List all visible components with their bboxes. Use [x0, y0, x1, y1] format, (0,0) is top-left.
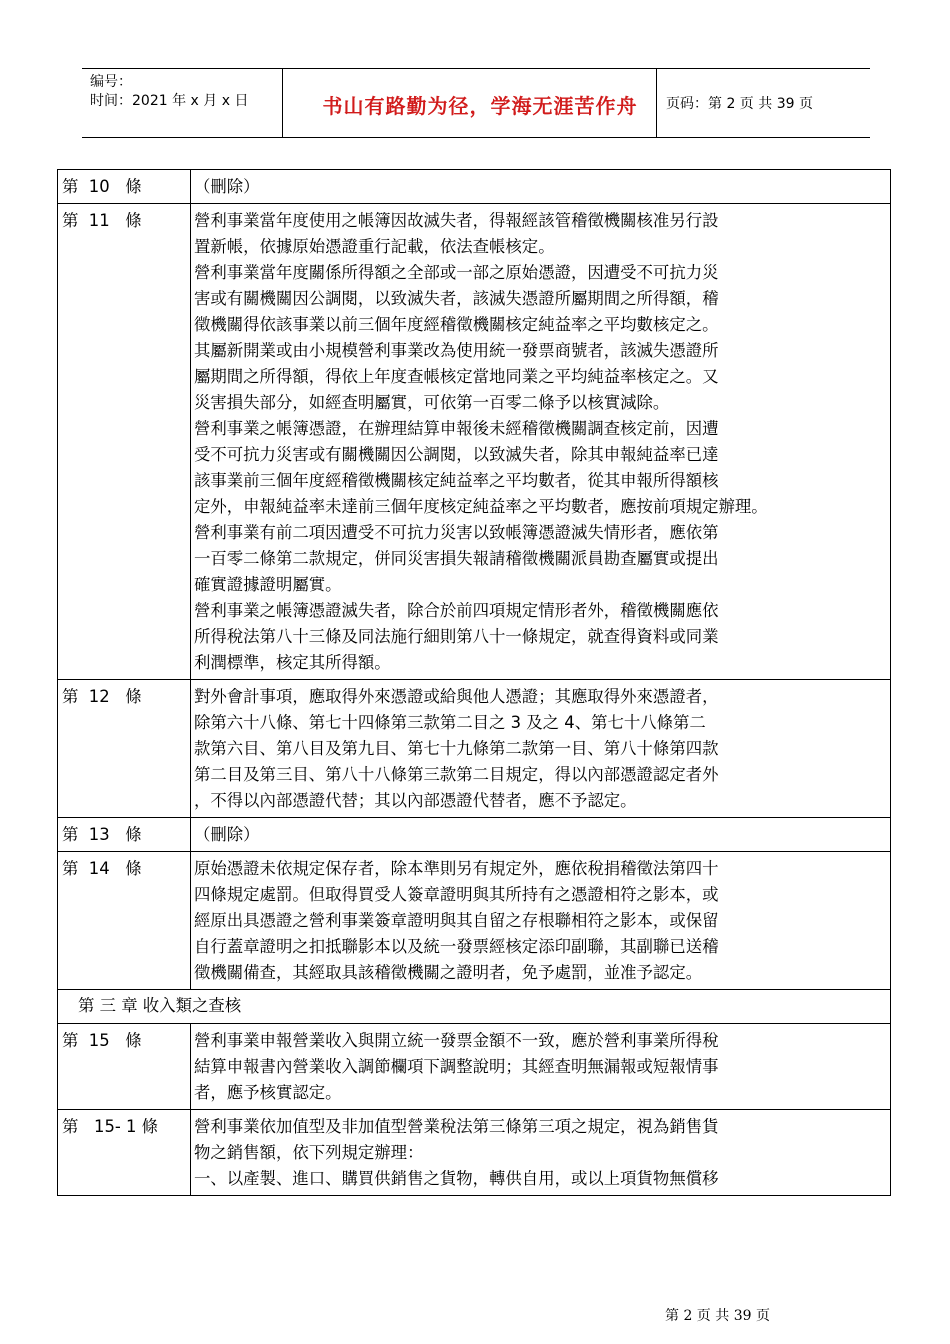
- article-number: 第 15- 1 條: [58, 1110, 191, 1196]
- time-label: 时间：2021 年 x 月 x 日: [90, 93, 249, 109]
- article-text: [191, 680, 891, 818]
- article-line: 置新帳，依據原始憑證重行記載，依法查帳核定。: [194, 237, 555, 256]
- article-row: [58, 818, 891, 852]
- article-line: 原始憑證未依規定保存者，除本準則另有規定外，應依稅捐稽徵法第四十: [194, 859, 719, 878]
- article-line: 所得稅法第八十三條及同法施行細則第八十一條規定，就查得資料或同業: [194, 627, 719, 646]
- header-divider: [656, 69, 657, 137]
- article-line: 營利事業之帳簿憑證，在辦理結算申報後未經稽徵機關調查核定前，因遭: [194, 419, 719, 438]
- article-line: 者，應予核實認定。: [194, 1083, 342, 1102]
- article-text: [191, 170, 891, 204]
- code-label: 编号：: [90, 74, 132, 90]
- article-line: ，不得以內部憑證代替；其以內部憑證代替者，應不予認定。: [194, 791, 637, 810]
- article-line: 徵機關備查，其經取具該稽徵機關之證明者，免予處罰，並准予認定。: [194, 963, 703, 982]
- header-page-info: 页码：第 2 页 共 39 页: [666, 96, 813, 112]
- article-number: 第 15 條: [58, 1024, 191, 1110]
- article-line: 款第六目、第八目及第九目、第七十九條第二款第一目、第八十條第四款: [194, 739, 719, 758]
- article-line: 營利事業之帳簿憑證滅失者，除合於前四項規定情形者外，稽徵機關應依: [194, 601, 719, 620]
- article-row: [58, 680, 891, 818]
- article-row: [58, 170, 891, 204]
- article-line: 第二目及第三目、第八十八條第三款第二目規定，得以內部憑證認定者外: [194, 765, 719, 784]
- article-line: 自行蓋章證明之扣抵聯影本以及統一發票經核定添印副聯，其副聯已送稽: [194, 937, 719, 956]
- article-line: 一百零二條第二款規定，併同災害損失報請稽徵機關派員勘查屬實或提出: [194, 549, 719, 568]
- regulation-table: [57, 169, 891, 1196]
- article-line: 營利事業申報營業收入與開立統一發票金額不一致，應於營利事業所得稅: [194, 1031, 719, 1050]
- article-number: 第 13 條: [58, 818, 191, 852]
- article-line: 屬期間之所得額，得依上年度查帳核定當地同業之平均純益率核定之。又: [194, 367, 719, 386]
- article-number: 第 12 條: [58, 680, 191, 818]
- article-line: 經原出具憑證之營利事業簽章證明與其自留之存根聯相符之影本，或保留: [194, 911, 719, 930]
- article-line: 災害損失部分，如經查明屬實，可依第一百零二條予以核實減除。: [194, 393, 670, 412]
- chapter-heading: 第 三 章 收入類之查核: [58, 990, 891, 1024]
- article-number: 第 14 條: [58, 852, 191, 990]
- article-line: 營利事業當年度關係所得額之全部或一部之原始憑證，因遭受不可抗力災: [194, 263, 719, 282]
- article-line: 結算申報書內營業收入調節欄項下調整說明；其經查明無漏報或短報情事: [194, 1057, 719, 1076]
- page-footer: 第 2 页 共 39 页: [665, 1308, 770, 1324]
- article-text: [191, 204, 891, 680]
- header-meta: [90, 73, 248, 111]
- page-header: [82, 68, 870, 138]
- article-number: 第 10 條: [58, 170, 191, 204]
- article-line: （刪除）: [194, 825, 260, 844]
- header-motto: 书山有路勤为径，学海无涯苦作舟: [322, 94, 638, 118]
- article-text: [191, 818, 891, 852]
- article-line: （刪除）: [194, 177, 260, 196]
- article-number: 第 11 條: [58, 204, 191, 680]
- article-row: [58, 1110, 891, 1196]
- article-line: 受不可抗力災害或有關機關因公調閱，以致滅失者，除其申報純益率已達: [194, 445, 719, 464]
- article-line: 四條規定處罰。但取得買受人簽章證明與其所持有之憑證相符之影本，或: [194, 885, 719, 904]
- article-row: [58, 852, 891, 990]
- article-line: 利潤標準，核定其所得額。: [194, 653, 391, 672]
- article-line: 害或有關機關因公調閱，以致滅失者，該滅失憑證所屬期間之所得額，稽: [194, 289, 719, 308]
- article-line: 一、以產製、進口、購買供銷售之貨物，轉供自用，或以上項貨物無償移: [194, 1169, 719, 1188]
- article-line: 對外會計事項，應取得外來憑證或給與他人憑證；其應取得外來憑證者，: [194, 687, 719, 706]
- article-text: [191, 1110, 891, 1196]
- article-text: [191, 1024, 891, 1110]
- article-text: [191, 852, 891, 990]
- article-line: 徵機關得依該事業以前三個年度經稽徵機關核定純益率之平均數核定之。: [194, 315, 719, 334]
- article-row: [58, 204, 891, 680]
- chapter-row: [58, 990, 891, 1024]
- article-line: 該事業前三個年度經稽徵機關核定純益率之平均數者，從其申報所得額核: [194, 471, 719, 490]
- article-line: 營利事業依加值型及非加值型營業稅法第三條第三項之規定，視為銷售貨: [194, 1117, 719, 1136]
- article-line: 物之銷售額，依下列規定辦理：: [194, 1143, 424, 1162]
- article-line: 營利事業當年度使用之帳簿因故滅失者，得報經該管稽徵機關核准另行設: [194, 211, 719, 230]
- article-line: 除第六十八條、第七十四條第三款第二目之 3 及之 4、第七十八條第二: [194, 713, 706, 732]
- article-line: 定外，申報純益率未達前三個年度核定純益率之平均數者，應按前項規定辦理。: [194, 497, 768, 516]
- article-line: 確實證據證明屬實。: [194, 575, 342, 594]
- header-divider: [282, 69, 283, 137]
- article-line: 營利事業有前二項因遭受不可抗力災害以致帳簿憑證滅失情形者，應依第: [194, 523, 719, 542]
- article-line: 其屬新開業或由小規模營利事業改為使用統一發票商號者，該滅失憑證所: [194, 341, 719, 360]
- article-row: [58, 1024, 891, 1110]
